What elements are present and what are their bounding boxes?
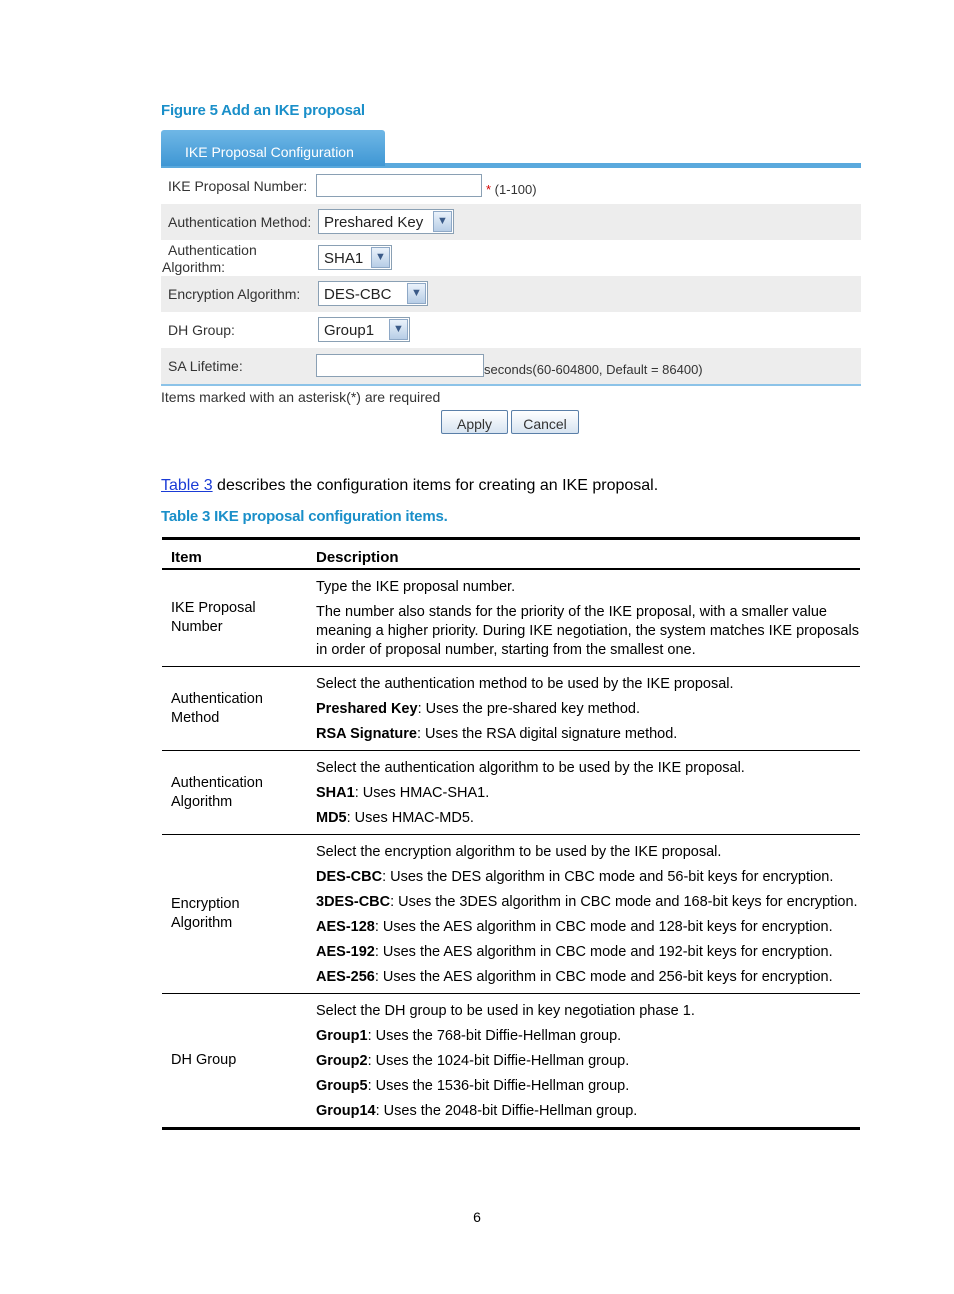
table-row (162, 569, 860, 667)
description-text: Select the authentication algorithm to be used by the IKE proposal. (316, 760, 745, 776)
table-3-link[interactable]: Table 3 (161, 477, 213, 494)
description-line (316, 893, 860, 912)
row-authentication-algorithm (161, 240, 861, 276)
row-dh-group (161, 312, 861, 348)
description-text: : Uses the 1024-bit Diffie-Hellman group. (367, 1053, 630, 1069)
description-text: : Uses HMAC-SHA1. (354, 785, 490, 801)
description-text: : Uses the 2048-bit Diffie-Hellman group. (375, 1103, 638, 1119)
sa-lifetime-input[interactable] (316, 354, 484, 377)
description-cell (308, 569, 860, 667)
description-text: Type the IKE proposal number. (316, 579, 516, 595)
header-description: Description (308, 539, 860, 570)
authentication-method-select[interactable]: Preshared Key ▼ (318, 209, 454, 234)
item-label-line: Algorithm (171, 915, 233, 931)
item-label-line: Encryption (171, 896, 240, 912)
option-name: AES-192 (316, 944, 375, 960)
description-text: : Uses the DES algorithm in CBC mode and 56-bit keys for encryption. (382, 869, 834, 885)
option-name: DES-CBC (316, 869, 383, 885)
description-text: : Uses the 768-bit Diffie-Hellman group. (367, 1028, 622, 1044)
chevron-down-icon: ▼ (389, 319, 408, 340)
chevron-down-icon: ▼ (407, 283, 426, 304)
description-line (316, 603, 860, 660)
description-line (316, 943, 860, 962)
description-line (316, 1027, 860, 1046)
option-name: 3DES-CBC (316, 894, 391, 910)
item-label-line: Authentication (171, 774, 263, 791)
description-text: The number also stands for the priority of the IKE proposal, with a smaller value meaning a higher priority. During IKE negotiation, the system matches IKE proposals in order of proposal number, starting from the smallest one. (316, 604, 859, 658)
chevron-down-icon: ▼ (433, 211, 452, 232)
option-name: Group2 (316, 1053, 368, 1069)
proposal-number-input[interactable] (316, 174, 482, 197)
table-row (162, 751, 860, 835)
header-item: Item (162, 539, 308, 570)
description-text: : Uses the AES algorithm in CBC mode and 192-bit keys for encryption. (374, 944, 833, 960)
item-cell (162, 994, 308, 1129)
proposal-number-label: IKE Proposal Number: (168, 178, 308, 194)
item-label-line: Algorithm (171, 793, 233, 810)
description-line (316, 868, 860, 887)
description-text: : Uses the AES algorithm in CBC mode and 256-bit keys for encryption. (374, 969, 833, 985)
description-text: : Uses the 1536-bit Diffie-Hellman group. (367, 1078, 630, 1094)
description-line (316, 675, 860, 694)
table-row (162, 667, 860, 751)
description-line (316, 784, 860, 803)
dh-group-select[interactable]: Group1 ▼ (318, 317, 410, 342)
option-name: Group5 (316, 1078, 368, 1094)
description-text: : Uses the AES algorithm in CBC mode and 128-bit keys for encryption. (374, 919, 833, 935)
description-text: Select the DH group to be used in key negotiation phase 1. (316, 1003, 695, 1019)
description-line (316, 725, 860, 744)
ike-proposal-form (161, 130, 861, 386)
description-line (316, 1052, 860, 1071)
sa-lifetime-label: SA Lifetime: (168, 358, 243, 374)
table-row (162, 835, 860, 994)
item-label-line: Number (171, 619, 223, 635)
table-caption: Table 3 IKE proposal configuration items. (161, 508, 448, 525)
description-cell (308, 667, 860, 751)
sa-lifetime-hint: seconds(60-604800, Default = 86400) (484, 362, 703, 377)
description-line (316, 843, 860, 862)
authentication-algorithm-select[interactable]: SHA1 ▼ (318, 245, 392, 270)
description-text: : Uses the 3DES algorithm in CBC mode and 168-bit keys for encryption. (390, 894, 858, 910)
item-label-line: Method (171, 709, 220, 726)
description-line (316, 809, 860, 828)
encryption-algorithm-select[interactable]: DES-CBC ▼ (318, 281, 428, 306)
description-line (316, 1102, 860, 1121)
description-line (316, 759, 860, 778)
intro-paragraph: Table 3 describes the configuration items for creating an IKE proposal. (161, 477, 659, 494)
description-line (316, 578, 860, 597)
description-cell (308, 751, 860, 835)
description-line (316, 1077, 860, 1096)
description-text: : Uses the pre-shared key method. (417, 701, 641, 717)
row-authentication-method (161, 204, 861, 240)
required-asterisk: * (486, 182, 492, 197)
dh-group-label: DH Group: (168, 322, 235, 338)
required-note: Items marked with an asterisk(*) are required (161, 389, 441, 405)
cancel-button[interactable]: Cancel (511, 410, 579, 434)
description-line (316, 968, 860, 987)
item-cell (162, 835, 308, 994)
option-name: AES-128 (316, 919, 375, 935)
row-encryption-algorithm (161, 276, 861, 312)
option-name: Group14 (316, 1103, 376, 1119)
row-sa-lifetime (161, 348, 861, 384)
description-cell (308, 994, 860, 1129)
description-line (316, 700, 860, 719)
row-proposal-number (161, 168, 861, 204)
authentication-algorithm-label: Authentication Algorithm: (162, 242, 257, 275)
figure-caption: Figure 5 Add an IKE proposal (161, 102, 365, 119)
apply-button[interactable]: Apply (441, 410, 508, 434)
description-text: : Uses HMAC-MD5. (346, 810, 474, 826)
tab-bar (161, 130, 861, 168)
item-cell (162, 751, 308, 835)
page-number: 6 (473, 1209, 481, 1225)
description-line (316, 918, 860, 937)
item-cell (162, 667, 308, 751)
description-text: Select the encryption algorithm to be used by the IKE proposal. (316, 844, 722, 860)
option-name: Group1 (316, 1028, 368, 1044)
tab-ike-proposal-configuration[interactable]: IKE Proposal Configuration (161, 130, 385, 166)
option-name: Preshared Key (316, 701, 418, 717)
description-line (316, 1002, 860, 1021)
description-text: Select the authentication method to be used by the IKE proposal. (316, 676, 734, 692)
table-row (162, 994, 860, 1129)
authentication-method-label: Authentication Method: (168, 214, 312, 230)
item-label-line: Authentication (171, 690, 263, 707)
option-name: MD5 (316, 810, 347, 826)
item-label-line: DH Group (171, 1052, 237, 1068)
proposal-number-hint: * (1-100) (486, 182, 537, 197)
ike-proposal-table (162, 537, 860, 1130)
description-cell (308, 835, 860, 994)
description-text: : Uses the RSA digital signature method. (416, 726, 678, 742)
encryption-algorithm-label: Encryption Algorithm: (168, 286, 301, 302)
option-name: SHA1 (316, 785, 355, 801)
option-name: AES-256 (316, 969, 375, 985)
option-name: RSA Signature (316, 726, 417, 742)
item-label-line: IKE Proposal (171, 600, 256, 616)
item-cell (162, 569, 308, 667)
chevron-down-icon: ▼ (371, 247, 390, 268)
